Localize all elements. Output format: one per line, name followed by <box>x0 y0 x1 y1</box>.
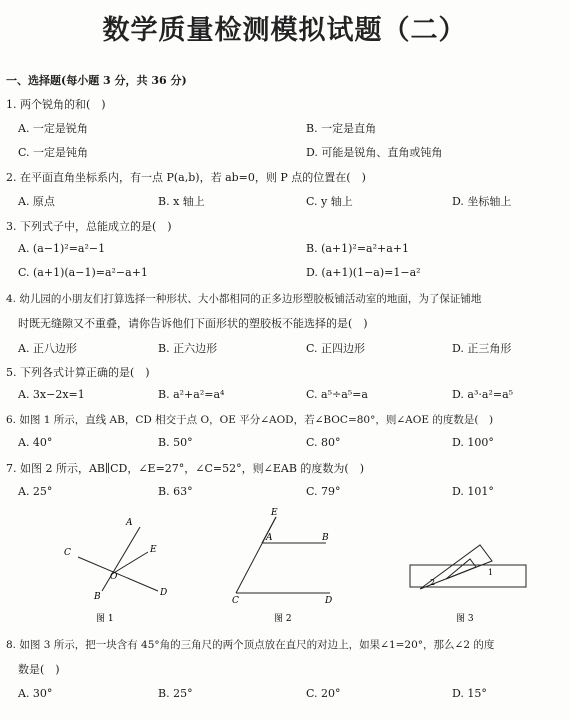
question-2-stem: 2. 在平面直角坐标系内，有一点 P(a,b)，若 ab=0，则 P 点的位置在( ) <box>6 171 366 184</box>
question-1-stem: 1. 两个锐角的和( ) <box>6 98 106 111</box>
section-heading: 一、选择题(每小题 3 分，共 36 分) <box>6 74 187 87</box>
question-7-stem: 7. 如图 2 所示，AB∥CD，∠E=27°，∠C=52°，则∠EAB 的度数为( ) <box>6 462 364 475</box>
q3-option-a: A. (a−1)²=a²−1 <box>18 242 106 255</box>
fig1-label-o: O <box>110 572 118 582</box>
q6-option-b: B. 50° <box>158 436 193 449</box>
q1-option-d: D. 可能是锐角、直角或钝角 <box>306 146 443 159</box>
q2-option-d: D. 坐标轴上 <box>452 195 512 208</box>
q8-option-b: B. 25° <box>158 687 193 700</box>
q2-option-b: B. x 轴上 <box>158 195 205 208</box>
q7-option-b: B. 63° <box>158 485 193 498</box>
page-title: 数学质量检测模拟试题（二） <box>102 15 467 46</box>
q5-option-a: A. 3x−2x=1 <box>18 388 85 401</box>
q6-option-d: D. 100° <box>452 436 494 449</box>
fig2-label-d: D <box>325 596 333 606</box>
q1-option-a: A. 一定是锐角 <box>18 122 88 135</box>
q8-option-a: A. 30° <box>18 687 53 700</box>
fig2-label-c: C <box>232 596 239 606</box>
q8-option-c: C. 20° <box>306 687 341 700</box>
fig1-label-b: B <box>94 592 101 602</box>
fig3-label-1: 1 <box>488 568 494 577</box>
fig1-label-e: E <box>150 545 157 555</box>
q4-option-a: A. 正八边形 <box>18 342 77 355</box>
fig3-caption: 图 3 <box>456 614 474 624</box>
fig2-label-b: B <box>322 533 329 543</box>
question-6-stem: 6. 如图 1 所示，直线 AB，CD 相交于点 O，OE 平分∠AOD，若∠BOC=80°，则∠AOE 的度数是( ) <box>6 414 494 426</box>
q3-option-c: C. (a+1)(a−1)=a²−a+1 <box>18 266 148 279</box>
q4-option-b: B. 正六边形 <box>158 342 218 355</box>
fig1-label-a: A <box>126 518 133 528</box>
q7-option-d: D. 101° <box>452 485 494 498</box>
fig3-label-2: 2 <box>430 578 436 587</box>
question-4-stem-line2: 时既无缝隙又不重叠，请你告诉他们下面形状的塑胶板不能选择的是( ) <box>18 317 368 330</box>
question-4-stem-line1: 4. 幼儿园的小朋友们打算选择一种形状、大小都相同的正多边形塑胶板铺活动室的地面，为了保证铺地 <box>6 293 482 305</box>
question-8-stem-line1: 8. 如图 3 所示，把一块含有 45°角的三角尺的两个顶点放在直尺的对边上，如果∠1=20°，那么∠2 的度 <box>6 639 495 651</box>
q5-option-b: B. a²+a²=a⁴ <box>158 388 225 401</box>
q4-option-c: C. 正四边形 <box>306 342 366 355</box>
question-5-stem: 5. 下列各式计算正确的是( ) <box>6 366 150 379</box>
fig1-line-cd <box>78 557 158 591</box>
question-3-stem: 3. 下列式子中，总能成立的是( ) <box>6 220 172 233</box>
fig1-ray-oe <box>112 552 148 574</box>
fig2-label-e: E <box>271 508 278 518</box>
fig2-label-a: A <box>266 533 273 543</box>
figures-area <box>0 505 569 625</box>
q1-option-c: C. 一定是钝角 <box>18 146 89 159</box>
q6-option-c: C. 80° <box>306 436 341 449</box>
fig3-set-square-inner <box>446 559 476 579</box>
q2-option-a: A. 原点 <box>18 195 55 208</box>
figure-2 <box>236 517 330 593</box>
question-8-stem-line2: 数是( ) <box>18 663 60 676</box>
q5-option-c: C. a⁵÷a⁵=a <box>306 388 368 401</box>
q1-option-b: B. 一定是直角 <box>306 122 377 135</box>
q6-option-a: A. 40° <box>18 436 53 449</box>
q5-option-d: D. a³·a²=a⁵ <box>452 388 514 401</box>
fig1-caption: 图 1 <box>96 614 114 624</box>
q4-option-d: D. 正三角形 <box>452 342 512 355</box>
fig2-caption: 图 2 <box>274 614 292 624</box>
q3-option-b: B. (a+1)²=a²+a+1 <box>306 242 410 255</box>
figure-1 <box>78 527 158 591</box>
q7-option-a: A. 25° <box>18 485 53 498</box>
fig1-label-c: C <box>64 548 71 558</box>
q7-option-c: C. 79° <box>306 485 341 498</box>
q8-option-d: D. 15° <box>452 687 487 700</box>
fig1-label-d: D <box>160 588 168 598</box>
q2-option-c: C. y 轴上 <box>306 195 353 208</box>
q3-option-d: D. (a+1)(1−a)=1−a² <box>306 266 421 279</box>
figure-3 <box>410 545 526 589</box>
